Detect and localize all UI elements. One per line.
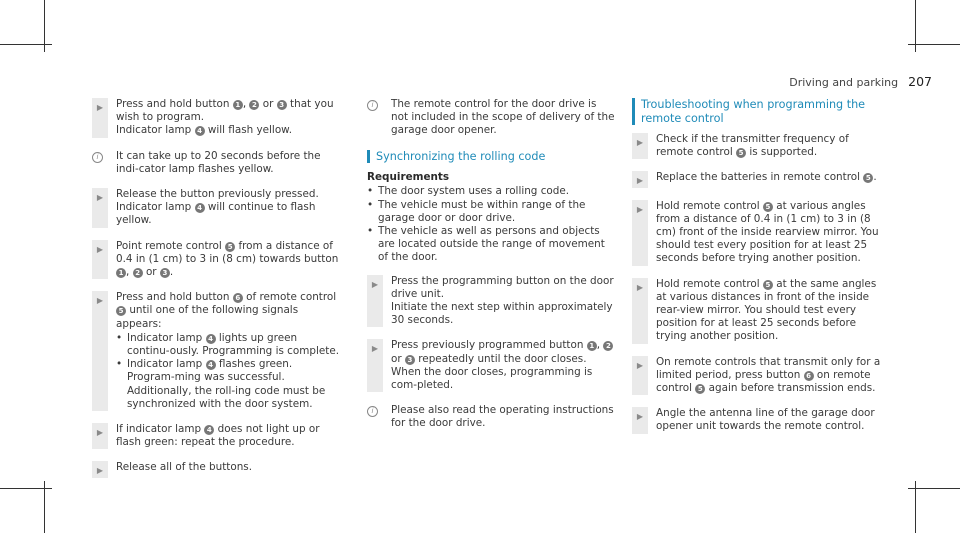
text: Please also read the operating instructions for the door drive. [391,404,614,430]
page-number: 207 [908,74,932,89]
text: Indicator lamp [127,358,203,371]
step [92,461,340,477]
text: Indicator lamp [127,331,203,344]
callout-number: 5 [763,280,773,290]
text: does not light up or flash green: repeat the procedure. [116,423,320,449]
text: Angle the antenna line of the garage door opener unit towards the remote control. [656,407,875,433]
crop-mark [915,481,916,533]
callout-number: 3 [277,100,287,110]
list-item: • The vehicle as well as persons and objects are located outside the range of movement of the door. [367,225,615,265]
arrow-right-icon: ▶ [632,356,648,396]
text: until one of the following signals appears: [116,304,299,330]
callout-number: 3 [405,355,415,365]
text: Point remote control [116,239,222,252]
callout-number: 5 [116,306,126,316]
list-item: • The door system uses a rolling code. [367,185,615,198]
text: , [126,266,130,279]
text: Press and hold button [116,98,230,110]
text: or [262,98,274,110]
arrow-right-icon: ▶ [632,407,648,433]
callout-number: 1 [233,100,243,110]
text: Press and hold button [116,291,230,304]
arrow-right-icon: ▶ [92,188,108,228]
text: lights up green continu-ously. Programming is complete. [127,331,340,358]
page-header [789,74,932,89]
arrow-right-icon: ▶ [367,339,383,392]
step [367,339,615,392]
text: on remote control [656,368,871,395]
arrow-right-icon: ▶ [632,200,648,266]
column-2 [367,98,615,443]
text: It can take up to 20 seconds before the indi-cator lamp flashes yellow. [116,149,321,175]
callout-number: 5 [863,173,873,183]
text: will flash yellow. [207,124,293,137]
step [632,200,884,266]
text: is supported. [749,146,818,159]
callout-number: 2 [603,341,613,351]
column-3 [632,98,884,446]
step [632,133,884,159]
text: repeatedly until the door closes. [418,352,587,365]
step [632,356,884,396]
section-title: Driving and parking [789,76,899,89]
column-1 [92,98,340,490]
text: Press previously programmed button [391,339,584,352]
step [92,423,340,449]
text: Check if the transmitter frequency of remote control [656,133,849,159]
text: Release all of the buttons. [116,461,253,474]
text: Release the button previously pressed. [116,188,319,201]
step [92,98,340,138]
info-icon: i [367,100,378,111]
list-item [116,332,340,358]
step [92,240,340,280]
text: that you wish to program. [116,98,334,124]
requirements-label: Requirements [367,171,450,184]
text: Hold remote control [656,277,760,290]
step [92,291,340,411]
arrow-right-icon: ▶ [92,423,108,449]
info-icon: i [92,152,103,163]
callout-number: 3 [160,268,170,278]
callout-number: 6 [233,293,243,303]
text: , [242,98,247,110]
callout-number: 4 [206,360,216,370]
text: Initiate the next step within approximately 30 seconds. [391,300,613,327]
step [632,407,884,433]
text: at the same angles at various distances in front of the inside rear-view mirror. You should test every position for at least 25 seconds before trying another position. [656,277,877,343]
note [367,404,615,430]
text: Replace the batteries in remote control [656,171,861,184]
text: . [873,171,877,184]
callout-number: 5 [225,242,235,252]
callout-number: 2 [249,100,259,110]
crop-mark [44,0,45,52]
text: again before transmission ends. [708,382,876,395]
section-heading: Troubleshooting when programming the remote control [632,98,884,125]
callout-number: 5 [763,202,773,212]
arrow-right-icon: ▶ [632,171,648,187]
arrow-right-icon: ▶ [632,133,648,159]
callout-number: 4 [195,203,205,213]
step [367,275,615,328]
text: of remote control [246,291,337,304]
crop-mark [915,0,916,52]
text: or [391,352,402,365]
callout-number: 5 [695,384,705,394]
arrow-right-icon: ▶ [92,461,108,477]
callout-number: 1 [587,341,597,351]
step [632,171,884,187]
text: Indicator lamp [116,124,192,137]
callout-number: 2 [133,268,143,278]
text: Indicator lamp [116,201,192,214]
arrow-right-icon: ▶ [367,275,383,328]
callout-number: 5 [736,148,746,158]
step [632,278,884,344]
note [367,98,615,138]
text: Press the programming button on the door drive unit. [391,274,614,300]
text: Hold remote control [656,199,760,212]
arrow-right-icon: ▶ [92,240,108,280]
text: at various angles from a distance of 0.4 in (1 cm) to 3 in (8 cm) front of the inside rearview mirror. You should test every position for at least 25 seconds before trying another position. [656,199,879,265]
text: flashes green. Program-ming was successful. Additionally, the roll-ing code must be synchronized with the door system. [127,358,326,410]
section-heading: Synchronizing the rolling code [367,150,615,164]
crop-mark [44,481,45,533]
text: On remote controls that transmit only for a limited period, press button [656,355,881,381]
callout-number: 6 [804,371,814,381]
text: When the door closes, programming is com-pleted. [391,365,593,391]
arrow-right-icon: ▶ [632,278,648,344]
list-item [116,358,340,411]
text: or [145,266,157,279]
info-icon: i [367,406,378,417]
step [92,188,340,228]
callout-number: 4 [204,425,214,435]
text: from a distance of 0.4 in (1 cm) to 3 in (8 cm) towards button [116,239,339,265]
requirements-list [367,185,615,264]
list-item: • The vehicle must be within range of the garage door or door drive. [367,199,615,225]
callout-number: 4 [195,126,205,136]
arrow-right-icon: ▶ [92,291,108,411]
note [92,150,340,176]
text: . [169,266,174,279]
callout-number: 4 [206,334,216,344]
text: will continue to flash yellow. [116,201,316,227]
arrow-right-icon: ▶ [92,98,108,138]
text: , [596,339,601,352]
callout-number: 1 [116,268,126,278]
text: If indicator lamp [116,423,202,436]
text: The remote control for the door drive is not included in the scope of delivery of the garage door opener. [391,98,615,137]
